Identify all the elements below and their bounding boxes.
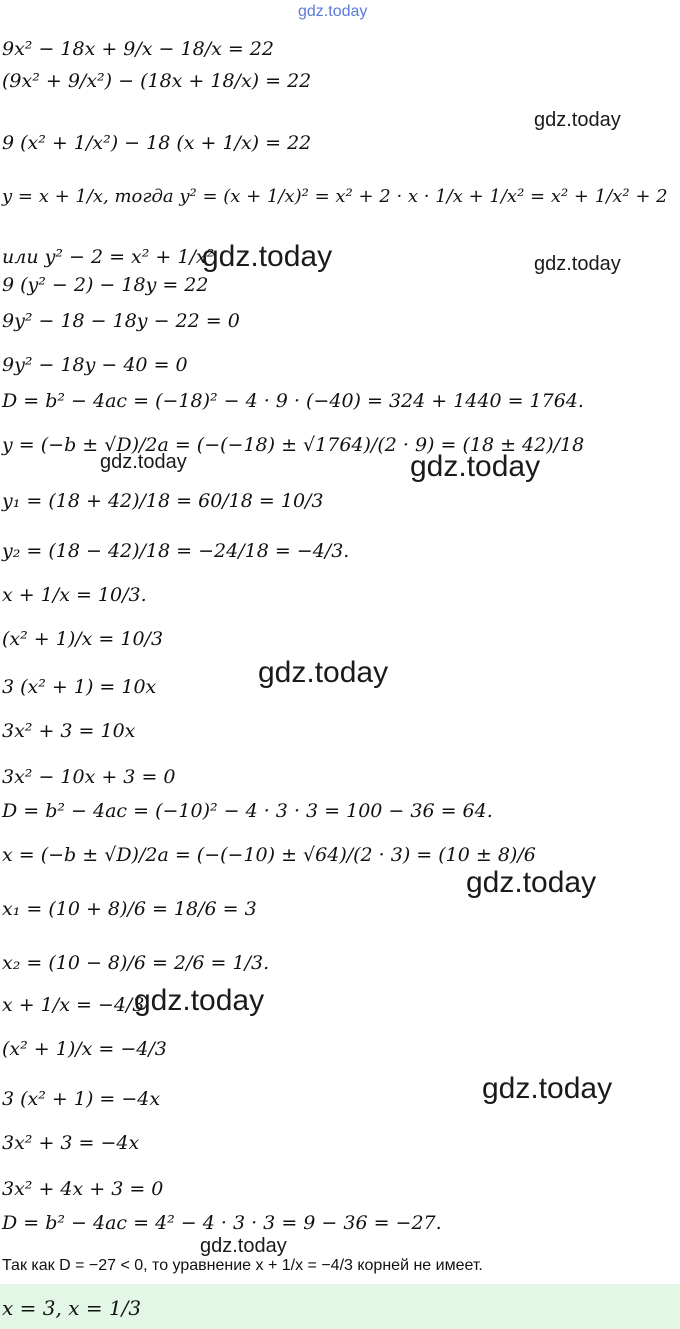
equation-line-3: 9 (x² + 1/x²) − 18 (x + 1/x) = 22 <box>2 132 312 154</box>
equation-line-24: 3 (x² + 1) = −4x <box>2 1088 161 1110</box>
discriminant-line-3: D = b² − 4ac = 4² − 4 · 3 · 3 = 9 − 36 = −27. <box>2 1212 442 1234</box>
root-y2: y₂ = (18 − 42)/18 = −24/18 = −4/3. <box>2 540 350 562</box>
root-x1: x₁ = (10 + 8)/6 = 18/6 = 3 <box>2 898 257 920</box>
equation-line-17: 3x² − 10x + 3 = 0 <box>2 766 176 788</box>
watermark: gdz.today <box>100 451 187 473</box>
conclusion-line: Так как D = −27 < 0, то уравнение x + 1/x = −4/3 корней не имеет. <box>2 1257 483 1274</box>
equation-line-1: 9x² − 18x + 9/x − 18/x = 22 <box>2 38 274 60</box>
equation-line-23: (x² + 1)/x = −4/3 <box>2 1038 167 1060</box>
watermark-top: gdz.today <box>298 3 368 20</box>
equation-line-16: 3x² + 3 = 10x <box>2 720 136 742</box>
equation-line-8: 9y² − 18y − 40 = 0 <box>2 354 188 376</box>
watermark: gdz.today <box>482 1072 613 1105</box>
substitution-line: y = x + 1/x, тогда y² = (x + 1/x)² = x² + 2 · x · 1/x + 1/x² = x² + 1/x² + 2 <box>2 186 668 207</box>
root-x2: x₂ = (10 − 8)/6 = 2/6 = 1/3. <box>2 952 270 974</box>
watermark: gdz.today <box>466 866 597 899</box>
equation-line-26: 3x² + 4x + 3 = 0 <box>2 1178 164 1200</box>
watermark: gdz.today <box>200 1235 287 1257</box>
equation-line-2: (9x² + 9/x²) − (18x + 18/x) = 22 <box>2 70 312 92</box>
watermark: gdz.today <box>410 450 541 483</box>
equation-line-7: 9y² − 18 − 18y − 22 = 0 <box>2 310 240 332</box>
equation-line-14: (x² + 1)/x = 10/3 <box>2 628 164 650</box>
equation-line-25: 3x² + 3 = −4x <box>2 1132 140 1154</box>
watermark: gdz.today <box>134 984 265 1017</box>
watermark: gdz.today <box>202 240 333 273</box>
answer-text: x = 3, x = 1/3 <box>2 1296 142 1320</box>
equation-line-15: 3 (x² + 1) = 10x <box>2 676 157 698</box>
watermark: gdz.today <box>534 253 621 275</box>
roots-formula-y: y = (−b ± √D)/2a = (−(−18) ± √1764)/(2 · 9) = (18 ± 42)/18 <box>2 434 585 456</box>
equation-line-22: x + 1/x = −4/3 <box>2 994 145 1016</box>
equation-line-6: 9 (y² − 2) − 18y = 22 <box>2 274 209 296</box>
watermark: gdz.today <box>258 656 389 689</box>
equation-line-13: x + 1/x = 10/3. <box>2 584 147 606</box>
discriminant-line-1: D = b² − 4ac = (−18)² − 4 · 9 · (−40) = 324 + 1440 = 1764. <box>2 390 584 412</box>
discriminant-line-2: D = b² − 4ac = (−10)² − 4 · 3 · 3 = 100 − 36 = 64. <box>2 800 493 822</box>
equation-line-5: или y² − 2 = x² + 1/x² <box>2 246 215 268</box>
root-y1: y₁ = (18 + 42)/18 = 60/18 = 10/3 <box>2 490 324 512</box>
roots-formula-x: x = (−b ± √D)/2a = (−(−10) ± √64)/(2 · 3) = (10 ± 8)/6 <box>2 844 536 866</box>
watermark: gdz.today <box>534 109 621 131</box>
